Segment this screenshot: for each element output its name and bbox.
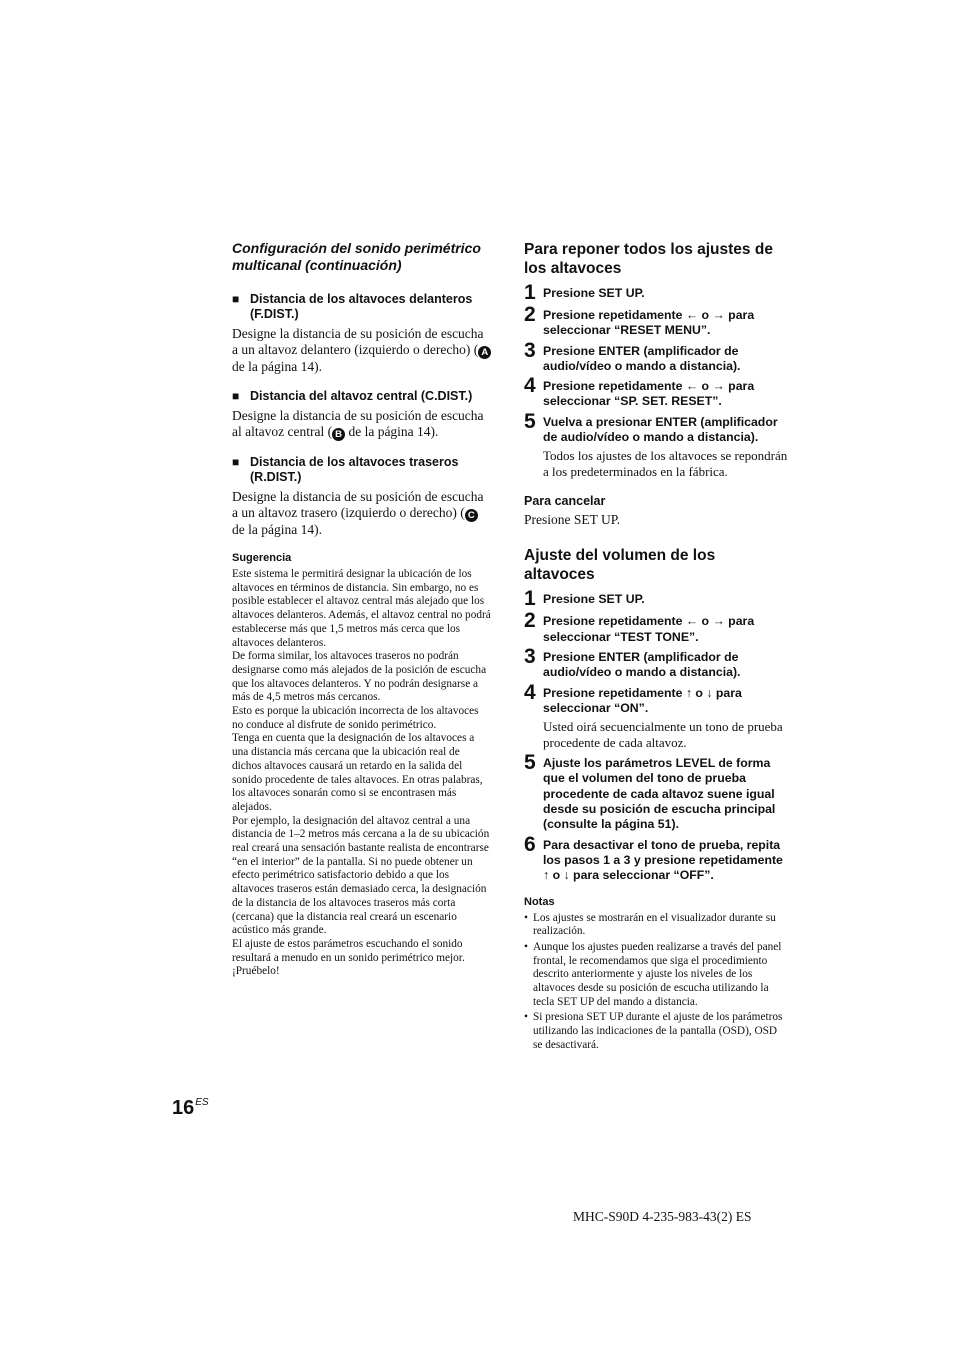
step-number: 4 (524, 680, 536, 704)
note-item: • Si presiona SET UP durante el ajuste de los parámetros utilizando las indicaciones de la pantalla (OSD), OSD se desactivará. (524, 1011, 783, 1051)
tip-paragraph: El ajuste de estos parámetros escuchando el sonido resultará a menudo en un sonido perimétrico mejor. ¡Pruébelo! (232, 937, 465, 978)
cancel-heading: Para cancelar (524, 494, 606, 509)
footer-model-code: MHC-S90D 4-235-983-43(2) ES (573, 1209, 752, 1224)
volume-step (524, 832, 788, 884)
step-number: 6 (524, 832, 536, 856)
reset-step (524, 409, 788, 481)
step-text: Presione SET UP. (543, 286, 645, 300)
section-title: Configuración del sonido perimétrico multicanal (continuación) (232, 240, 481, 273)
note-item: • Los ajustes se mostrarán en el visualizador durante su realización. (524, 911, 776, 938)
note-item: • Aunque los ajustes pueden realizarse a través del panel frontal, le recomendamos que siga el procedimiento descrito anteriormente y ajuste los niveles de los altavoces desde su posición de escucha utilizando la tecla SET UP del mando a distancia. (524, 940, 782, 1008)
volume-step (524, 587, 788, 611)
badge-c-icon: C (465, 509, 478, 522)
right-column (524, 240, 788, 1055)
step-text: Presione ENTER (amplificador de audio/vídeo o mando a distancia). (543, 649, 741, 680)
rear-distance-heading: Distancia de los altavoces traseros (R.DIST.) (250, 455, 459, 484)
volume-step (524, 644, 788, 681)
square-bullet-icon: ■ (232, 389, 240, 403)
step-text: Presione repetidamente ← o → para seleccionar “RESET MENU”. (543, 308, 755, 338)
volume-step (524, 609, 788, 645)
reset-step (524, 374, 788, 410)
rear-distance-item (232, 455, 492, 538)
square-bullet-icon: ■ (232, 455, 240, 469)
notes-heading: Notas (524, 895, 555, 908)
reset-step (524, 303, 788, 339)
tip-paragraph: Este sistema le permitirá designar la ubicación de los altavoces en términos de distancia. Sin embargo, no es posible establecer el altavoz central más alejado que los altavoces delanteros. Además, el altavoz central no podrá establecerse más que 1,5 metros más cerca que los altavoces delanteros. (232, 568, 491, 649)
step-number: 1 (524, 587, 536, 611)
center-distance-text: Designe la distancia de su posición de escucha al altavoz central ( B de la página 14). (232, 408, 484, 440)
reset-step (524, 281, 788, 304)
notes-list (524, 912, 788, 1053)
step-note: Todos los ajustes de los altavoces se repondrán a los predeterminados en la fábrica. (543, 448, 788, 480)
square-bullet-icon: ■ (232, 292, 240, 306)
step-text: Presione repetidamente ← o → para seleccionar “TEST TONE”. (543, 614, 755, 644)
badge-a-icon: A (478, 346, 491, 359)
bullet-icon: • (524, 911, 528, 924)
front-distance-text: Designe la distancia de su posición de escucha a un altavoz delantero (izquierdo o derecho) ( A de la página 14). (232, 326, 492, 375)
step-text: Presione repetidamente ↑ o ↓ para seleccionar “ON”. (543, 685, 742, 715)
reset-step (524, 338, 788, 375)
step-number: 5 (524, 409, 536, 433)
center-distance-heading: Distancia del altavoz central (C.DIST.) (250, 389, 473, 403)
step-number: 2 (524, 609, 536, 633)
reset-heading: Para reponer todos los ajustes de los altavoces (524, 241, 773, 277)
page-suffix: ES (195, 1097, 209, 1108)
badge-b-icon: B (332, 428, 345, 441)
step-number: 3 (524, 338, 536, 362)
step-text: Presione ENTER (amplificador de audio/vídeo o mando a distancia). (543, 343, 741, 373)
bullet-icon: • (524, 1011, 528, 1024)
front-distance-heading: Distancia de los altavoces delanteros (F.DIST.) (250, 292, 473, 321)
left-column (232, 240, 492, 979)
tip-heading: Sugerencia (232, 552, 292, 564)
cancel-text: Presione SET UP. (524, 512, 621, 528)
step-number: 2 (524, 303, 536, 326)
step-number: 5 (524, 751, 536, 775)
volume-step (524, 751, 788, 832)
step-number: 3 (524, 644, 536, 668)
bullet-icon: • (524, 940, 528, 953)
step-text: Presione SET UP. (543, 592, 645, 607)
step-note: Usted oirá secuencialmente un tono de prueba procedente de cada altavoz. (543, 719, 783, 751)
step-number: 4 (524, 374, 536, 398)
volume-heading: Ajuste del volumen de los altavoces (524, 547, 716, 584)
step-number: 1 (524, 281, 536, 304)
front-distance-item (232, 292, 492, 375)
tip-paragraph: De forma similar, los altavoces traseros no podrán designarse como más alejados de la posición de escucha que los altavoces delanteros. Y no podrán designarse a más de 4,5 metros más cercanos. (232, 650, 487, 704)
step-text: Para desactivar el tono de prueba, repita los pasos 1 a 3 y presione repetidamente ↑ o ↓ para seleccionar “OFF”. (543, 837, 783, 883)
rear-distance-text: Designe la distancia de su posición de escucha a un altavoz trasero (izquierdo o derecho) ( C de la página 14). (232, 489, 484, 537)
step-text: Vuelva a presionar ENTER (amplificador de audio/vídeo o mando a distancia). (543, 414, 778, 445)
volume-step (524, 680, 788, 752)
center-distance-item (232, 389, 492, 441)
tip-paragraph: Tenga en cuenta que la designación de los altavoces a una distancia más cercana que la ubicación real de dichos altavoces causará un retardo en la salida del sonido procedente de tales altavoces. En otras palabras, los altavoces sonarán como si se encontrasen más alejados. (232, 732, 483, 813)
page-number: $16^{ES}$ (172, 1097, 209, 1119)
step-text: Presione repetidamente ← o → para seleccionar “SP. SET. RESET”. (543, 379, 755, 409)
step-text: Ajuste los parámetros LEVEL de forma que el volumen del tono de prueba procedente de cada altavoz suene igual desde su posición de escucha principal (consulte la página 51). (543, 756, 776, 832)
tip-paragraph: Por ejemplo, la designación del altavoz central a una distancia de 1–2 metros más cercana a la de su ubicación real creará una sensación bastante realista de encontrarse “en el interior” de la pantalla. Si no puede obtener un efecto perimétrico satisfactorio debido a que los altavoces traseros están demasiado cerca, la designación de la distancia de los altavoces traseros más corta (cercana) que la distancia real creará un escenario acústico más grande. (232, 814, 490, 937)
tip-paragraph: Esto es porque la ubicación incorrecta de los altavoces no conduce al disfrute de sonido perimétrico. (232, 705, 479, 731)
